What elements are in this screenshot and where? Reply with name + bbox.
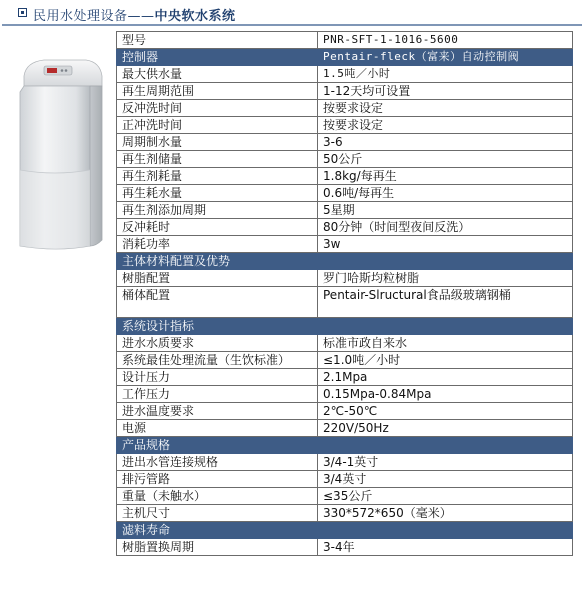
spec-label: 再生耗水量 [117,185,318,202]
spec-label: 主机尺寸 [117,505,318,522]
spec-value: 标准市政自来水 [318,335,573,352]
spec-value: 2℃-50℃ [318,403,573,420]
spec-value [318,253,573,270]
spec-row [117,32,573,49]
spec-value: 3-4年 [318,539,573,556]
spec-value: 3-6 [318,134,573,151]
section-title-bar [0,0,584,28]
section-header-row [117,318,573,335]
spec-row [117,83,573,100]
spec-value: 330*572*650（毫米） [318,505,573,522]
section-header-label: 主体材料配置及优势 [117,253,318,270]
spec-row [117,168,573,185]
title-main: 中央软水系统 [154,9,236,24]
spec-value: 3w [318,236,573,253]
spec-row [117,185,573,202]
spec-value [318,318,573,335]
spec-row [117,134,573,151]
spec-value: 3/4英寸 [318,471,573,488]
spec-row [117,66,573,83]
spec-row [117,117,573,134]
spec-value [318,522,573,539]
spec-value: Pentair-fleck（富来）自动控制阀 [318,49,573,66]
bullet-icon [18,8,27,17]
spec-label: 消耗功率 [117,236,318,253]
section-header-row [117,49,573,66]
spec-label: 型号 [117,32,318,49]
spec-label: 反冲耗时 [117,219,318,236]
spec-row [117,151,573,168]
spec-value: PNR-SFT-1-1016-5600 [318,32,573,49]
spec-value: 1.5吨／小时 [318,66,573,83]
spec-value: 3/4-1英寸 [318,454,573,471]
spec-label: 再生剂耗量 [117,168,318,185]
spec-value: 0.6吨/每再生 [318,185,573,202]
spec-label: 进水水质要求 [117,335,318,352]
spec-value: 1-12天均可设置 [318,83,573,100]
spec-value [318,437,573,454]
spec-row [117,287,573,318]
spec-value: 2.1Mpa [318,369,573,386]
spec-value: 按要求设定 [318,100,573,117]
spec-label: 排污管路 [117,471,318,488]
spec-value: 5星期 [318,202,573,219]
spec-label: 最大供水量 [117,66,318,83]
spec-label: 电源 [117,420,318,437]
spec-value: Pentair-Slructural食品级玻璃钢桶 [318,287,573,318]
spec-value: 1.8kg/每再生 [318,168,573,185]
spec-value: ≤35公斤 [318,488,573,505]
spec-label: 工作压力 [117,386,318,403]
section-header-label: 控制器 [117,49,318,66]
spec-row [117,386,573,403]
spec-label: 反冲洗时间 [117,100,318,117]
spec-value: 50公斤 [318,151,573,168]
spec-row [117,100,573,117]
spec-row [117,202,573,219]
spec-row [117,369,573,386]
spec-label: 再生周期范围 [117,83,318,100]
spec-value: 0.15Mpa-0.84Mpa [318,386,573,403]
spec-row [117,471,573,488]
spec-label: 再生剂添加周期 [117,202,318,219]
spec-row [117,403,573,420]
spec-row [117,219,573,236]
spec-label: 树脂置换周期 [117,539,318,556]
spec-value: 罗门哈斯均粒树脂 [318,270,573,287]
spec-label: 桶体配置 [117,287,318,318]
spec-value: 按要求设定 [318,117,573,134]
spec-label: 进水温度要求 [117,403,318,420]
spec-table [116,31,573,556]
spec-row [117,236,573,253]
spec-label: 周期制水量 [117,134,318,151]
spec-value: ≤1.0吨／小时 [318,352,573,369]
spec-row [117,454,573,471]
spec-row [117,270,573,287]
spec-label: 设计压力 [117,369,318,386]
section-header-row [117,522,573,539]
section-header-label: 滤料寿命 [117,522,318,539]
spec-label: 再生剂储量 [117,151,318,168]
spec-row [117,539,573,556]
title-prefix: 民用水处理设备—— [33,9,155,24]
spec-row [117,488,573,505]
spec-label: 重量（未触水） [117,488,318,505]
section-header-label: 系统设计指标 [117,318,318,335]
section-header-label: 产品规格 [117,437,318,454]
title-divider [2,24,582,26]
section-header-row [117,437,573,454]
spec-label: 正冲洗时间 [117,117,318,134]
water-softener-image [10,50,108,255]
spec-value: 80分钟（时间型夜间反洗） [318,219,573,236]
spec-label: 树脂配置 [117,270,318,287]
spec-row [117,352,573,369]
section-header-row [117,253,573,270]
spec-row [117,420,573,437]
page-title [33,5,236,24]
spec-value: 220V/50Hz [318,420,573,437]
spec-row [117,505,573,522]
spec-row [117,335,573,352]
spec-label: 进出水管连接规格 [117,454,318,471]
spec-label: 系统最佳处理流量（生饮标准） [117,352,318,369]
